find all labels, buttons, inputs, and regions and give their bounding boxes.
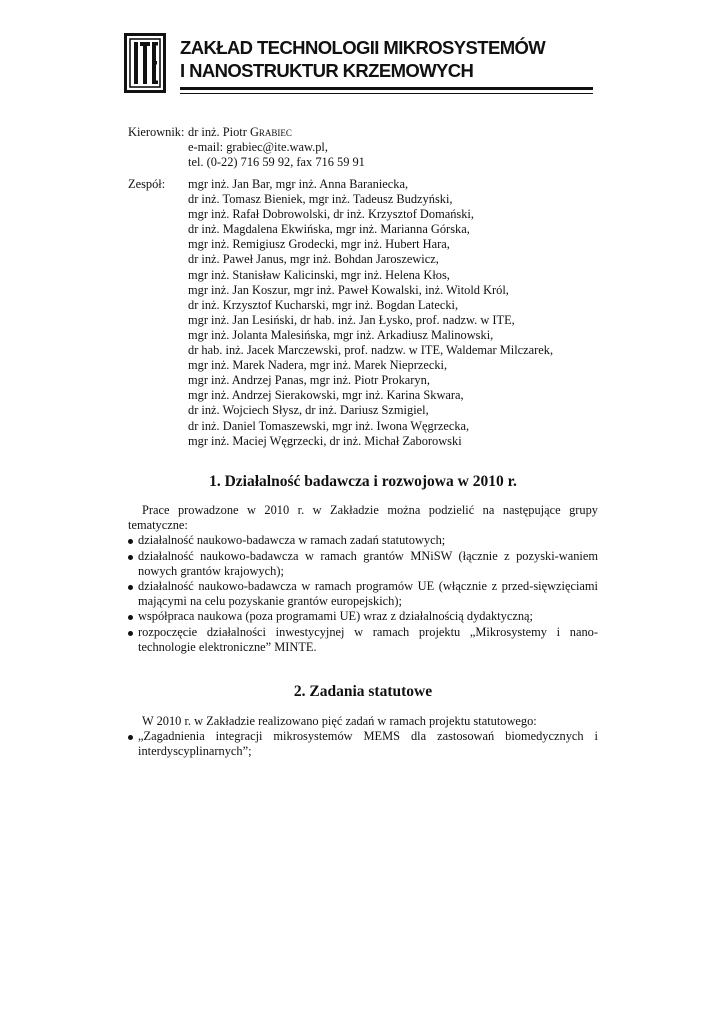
head-phone: tel. (0-22) 716 59 92, fax 716 59 91 xyxy=(188,155,365,170)
team-line: dr inż. Krzysztof Kucharski, mgr inż. Bogdan Latecki, xyxy=(188,297,459,312)
department-title-line1: ZAKŁAD TECHNOLOGII MIKROSYSTEMÓW xyxy=(180,37,546,58)
team-line: mgr inż. Jan Bar, mgr inż. Anna Baraniecka, xyxy=(188,177,409,191)
section2-intro: W 2010 r. w Zakładzie realizowano pięć zadań w ramach projektu statutowego: xyxy=(142,714,537,728)
team-line: mgr inż. Andrzej Panas, mgr inż. Piotr Prokaryn, xyxy=(188,373,430,388)
head-name-prefix: dr inż. Piotr xyxy=(188,125,250,139)
team-line: mgr inż. Stanisław Kalicinski, mgr inż. Helena Kłos, xyxy=(188,267,450,282)
team-label: Zespół: xyxy=(128,177,166,191)
section2-heading: 2. Zadania statutowe xyxy=(293,683,433,700)
team-line: mgr inż. Andrzej Sierakowski, mgr inż. Karina Skwara, xyxy=(188,388,464,403)
head-label: Kierownik: xyxy=(128,125,185,139)
section1-list xyxy=(128,533,598,655)
team-line: dr hab. inż. Jacek Marczewski, prof. nadzw. w ITE, Waldemar Milczarek, xyxy=(188,343,554,358)
section2-list xyxy=(128,729,598,759)
team-line: mgr inż. Rafał Dobrowolski, dr inż. Krzysztof Domański, xyxy=(188,207,474,222)
section1-intro: Prace prowadzone w 2010 r. w Zakładzie można podzielić na następujące grupy tematyczne: xyxy=(128,503,598,533)
ite-logo xyxy=(124,33,166,93)
team-line: mgr inż. Remigiusz Grodecki, mgr inż. Hubert Hara, xyxy=(188,237,450,252)
list-item: „Zagadnienia integracji mikrosystemów MEMS dla zastosowań biomedycznych i interdyscyplinarnych”; xyxy=(128,729,598,759)
department-title-line2: I NANOSTRUKTUR KRZEMOWYCH xyxy=(180,60,474,81)
team-line: mgr inż. Jan Koszur, mgr inż. Paweł Kowalski, inż. Witold Król, xyxy=(188,282,509,297)
team-line: dr inż. Tomasz Bieniek, mgr inż. Tadeusz Budzyński, xyxy=(188,192,453,207)
list-item: działalność naukowo-badawcza w ramach zadań statutowych; xyxy=(128,533,598,548)
team-line: dr inż. Daniel Tomaszewski, mgr inż. Iwona Węgrzecka, xyxy=(188,418,470,433)
head-info xyxy=(128,125,598,170)
head-name xyxy=(188,125,598,140)
head-name-surname: Grabiec xyxy=(249,125,292,139)
section2-body xyxy=(128,714,598,760)
list-item: działalność naukowo-badawcza w ramach programów UE (włącznie z przed-sięwzięciami mającymi na celu pozyskanie grantów europejskich); xyxy=(128,579,598,609)
list-item: rozpoczęcie działalności inwestycyjnej w ramach projektu „Mikrosystemy i nano-technologie elektroniczne” MINTE. xyxy=(128,625,598,655)
team-line: dr inż. Paweł Janus, mgr inż. Bohdan Jaroszewicz, xyxy=(188,252,439,267)
team-line: mgr inż. Marek Nadera, mgr inż. Marek Nieprzecki, xyxy=(188,358,448,373)
team-line: mgr inż. Maciej Węgrzecki, dr inż. Michał Zaborowski xyxy=(188,433,462,448)
team-line: dr inż. Magdalena Ekwińska, mgr inż. Marianna Górska, xyxy=(188,222,470,237)
team-line: mgr inż. Jan Lesiński, dr hab. inż. Jan Łysko, prof. nadzw. w ITE, xyxy=(188,312,515,327)
list-item: współpraca naukowa (poza programami UE) wraz z działalnością dydaktyczną; xyxy=(128,609,598,624)
header-rule-thin xyxy=(180,93,593,94)
team-list xyxy=(188,177,598,449)
department-title xyxy=(180,36,600,82)
section1-body xyxy=(128,503,598,655)
header-rule-thick xyxy=(180,87,593,90)
list-item: działalność naukowo-badawcza w ramach grantów MNiSW (łącznie z pozyski-waniem nowych grantów krajowych); xyxy=(128,549,598,579)
team-line: mgr inż. Jolanta Malesińska, mgr inż. Arkadiusz Malinowski, xyxy=(188,327,494,342)
head-email: e-mail: grabiec@ite.waw.pl, xyxy=(188,140,328,155)
team-line: dr inż. Wojciech Słysz, dr inż. Dariusz Szmigiel, xyxy=(188,403,429,418)
section1-heading: 1. Działalność badawcza i rozwojowa w 2010 r. xyxy=(209,473,517,490)
team-info xyxy=(128,177,598,449)
